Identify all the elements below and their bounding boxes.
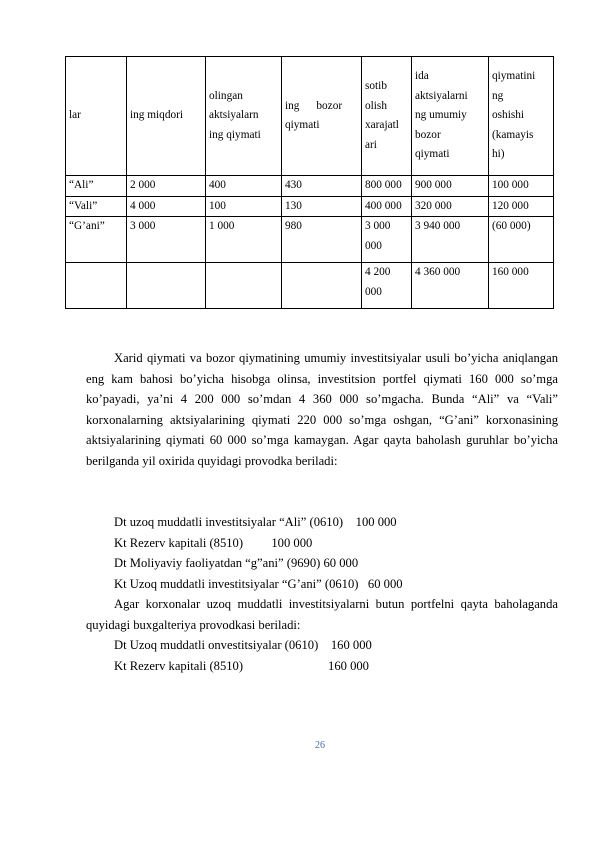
paragraph-text: Xarid qiymati va bozor qiymatining umumiy investitsiyalar usuli bo’yicha aniqlangan eng kam bahosi bo’yicha hisobga olinsa, investitsion portfel qiymati 160 000 so’mga ko’payadi, ya’ni 4 200 000 so’mdan 4 360 000 so’mgacha. Bunda “Ali” va “Vali” korxonalarning aktsiyalarining qiymati 220 000 so’mga oshgan, “G’ani” korxonasining aktsiyalarining qiymati 60 000 so’mga kamaygan. Agar qayta baholash guruhlar bo’yicha berilganda yil oxirida quyidagi provodka beriladi: (86, 351, 558, 468)
table-cell: “G’ani” (66, 217, 127, 263)
table-cell: 320 000 (412, 196, 489, 217)
table-cell: 120 000 (489, 196, 554, 217)
table-cell: “Vali” (66, 196, 127, 217)
table-cell: 1 000 (206, 217, 282, 263)
table-cell: 4 360 000 (412, 263, 489, 309)
table-cell (282, 263, 362, 309)
table-cell (127, 263, 206, 309)
header-cell (66, 57, 127, 176)
header-line: olingan (209, 89, 243, 102)
header-line: hi) (492, 148, 505, 161)
header-line: ing qiymati (209, 128, 261, 141)
table-cell: 430 (282, 176, 362, 197)
header-line: qiymati (285, 119, 320, 131)
table-cell: (60 000) (489, 217, 554, 263)
paragraph-2 (86, 594, 558, 635)
header-line: aktsiyalarn (209, 109, 259, 122)
table-cell: 100 000 (489, 176, 554, 197)
table-cell: 3 000 000 (362, 217, 412, 263)
table-cell: 160 000 (489, 263, 554, 309)
header-line: aktsiyalarni (415, 89, 468, 102)
header-line: (kamayis (492, 128, 534, 141)
header-line: qiymati (415, 148, 450, 161)
header-line: ida (415, 70, 429, 83)
header-cell (282, 57, 362, 176)
header-line: ng umumiy (415, 109, 467, 122)
table-cell: 2 000 (127, 176, 206, 197)
table-cell: 400 (206, 176, 282, 197)
header-cell (489, 57, 554, 176)
table-cell: 4 000 (127, 196, 206, 217)
table-cell (206, 263, 282, 309)
table-header-row (66, 57, 554, 176)
investment-table (65, 56, 554, 309)
table-cell: 3 000 (127, 217, 206, 263)
paragraph-text: Agar korxonalar uzoq muddatli investitsiyalarni butun portfelni qayta baholaganda quyidagi buxgalteriya provodkasi beriladi: (86, 597, 558, 632)
paragraph-1 (86, 348, 558, 472)
header-line: bozor (415, 128, 441, 141)
table-cell: 900 000 (412, 176, 489, 197)
table-cell: 100 (206, 196, 282, 217)
header-line: ing miqdori (130, 109, 184, 122)
entry-line: Dt Uzoq muddatli onvestitsiyalar (0610) 160 000 (114, 638, 372, 652)
table-cell: 4 200 000 (362, 263, 412, 309)
header-line: lar (69, 109, 81, 122)
entry-line: Kt Rezerv kapitali (8510) 160 000 (114, 659, 369, 673)
entry-line: Kt Uzoq muddatli investitsiyalar “G’ani” (0610) 60 000 (114, 577, 403, 591)
table-row (66, 217, 554, 263)
header-line: oshishi (492, 109, 525, 122)
entry-line: Dt uzoq muddatli investitsiyalar “Ali” (0610) 100 000 (114, 515, 397, 529)
header-cell (362, 57, 412, 176)
header-line: qiymatini (492, 70, 536, 83)
header-cell (206, 57, 282, 176)
table-cell (66, 263, 127, 309)
header-line: ng (492, 89, 504, 102)
entry-line: Dt Moliyaviy faoliyatdan “g”ani” (9690) 60 000 (114, 556, 359, 570)
table-cell: 3 940 000 (412, 217, 489, 263)
header-line: xarajatl (365, 119, 399, 131)
header-cell (412, 57, 489, 176)
table-cell: “Ali” (66, 176, 127, 197)
table-cell: 800 000 (362, 176, 412, 197)
table-row (66, 176, 554, 197)
header-line: olish (365, 99, 387, 112)
header-line: ing bozor (285, 99, 343, 112)
header-line: ari (365, 138, 377, 151)
table-row (66, 263, 554, 309)
header-line: sotib (365, 80, 387, 92)
table-row (66, 196, 554, 217)
header-cell (127, 57, 206, 176)
table-cell: 130 (282, 196, 362, 217)
table-cell: 980 (282, 217, 362, 263)
entry-line: Kt Rezerv kapitali (8510) 100 000 (114, 536, 313, 550)
table-cell: 400 000 (362, 196, 412, 217)
page-number: 26 (315, 740, 325, 751)
